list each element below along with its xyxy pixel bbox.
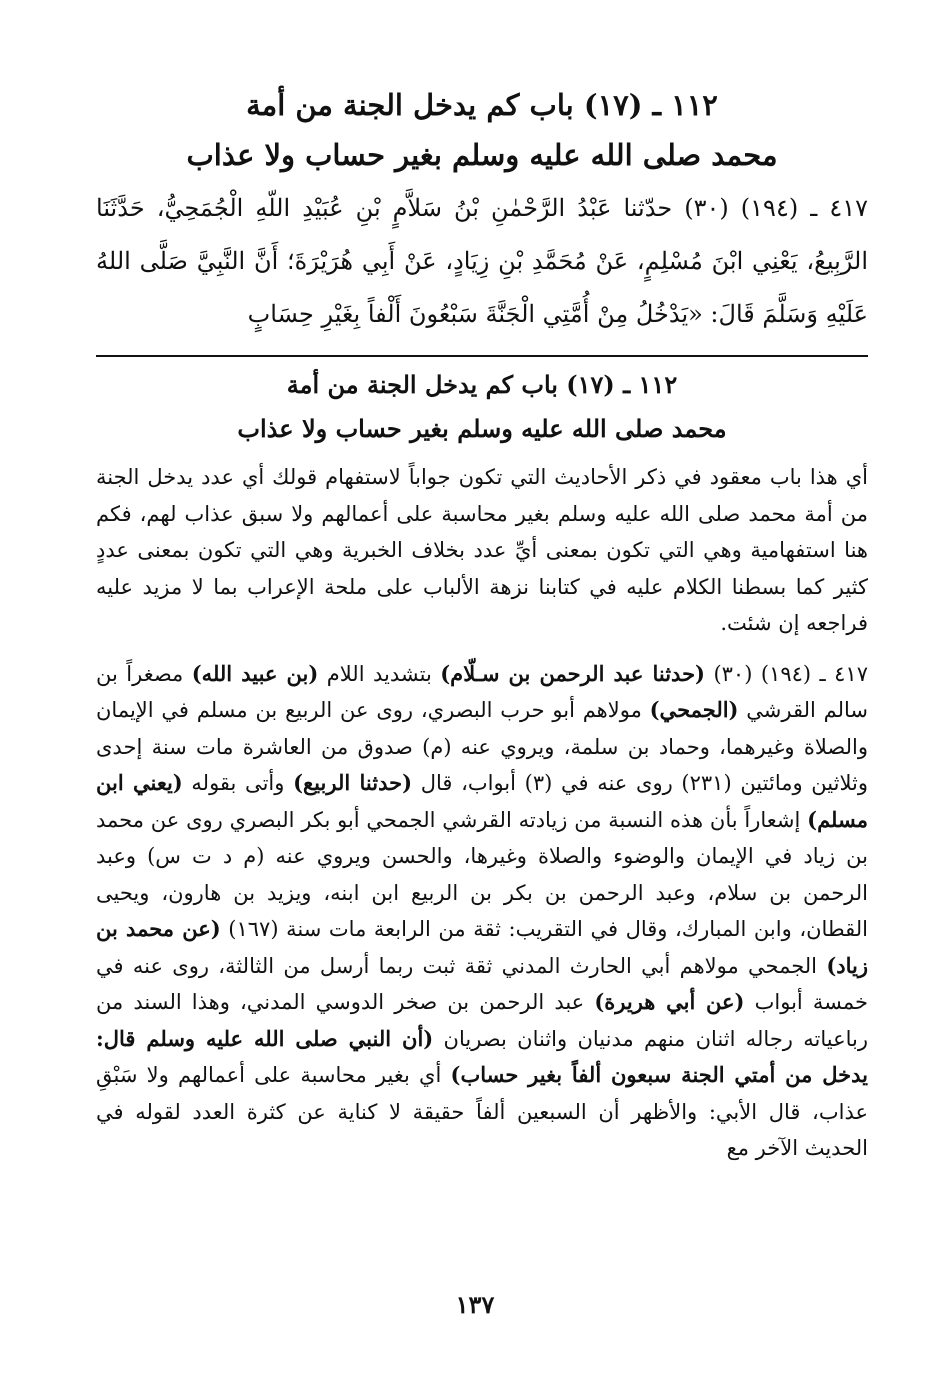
- commentary-text: عبد الرحمن بن صخر الدوسي المدني، وهذا السند من رباعياته رجاله اثنان منهم مدنيان واثنان بصريان: [96, 990, 869, 1051]
- page-number: ١٣٧: [455, 1290, 495, 1319]
- commentary-text: إشعاراً بأن هذه النسبة من زيادته القرشي الجمحي أبو بكر البصري روى عن محمد بن زياد في الإيمان والوضوء والصلاة وغيرها، والحسن ويروي عنه (م د ت س) وعبد الرحمن بن سلام، وعبد الرحمن بن بكر بن الربيع ابن ابنه، ويزيد بن هارون، ويحيى القطان، وابن المبارك، وقال في التقريب: ثقة من الرابعة مات سنة (١٦٧): [96, 807, 868, 941]
- hadith-text: ٤١٧ ـ (١٩٤) (٣٠) حدّثنا عَبْدُ الرَّحْمٰنِ بْنُ سَلاَّمٍ بْنِ عُبَيْدِ اللّهِ الْجُمَحِيُّ، حَدَّثَنَا الرَّبِيعُ، يَعْنِي ابْنَ مُسْلِمٍ، عَنْ مُحَمَّدِ بْنِ زِيَادٍ، عَنْ أَبِي هُرَيْرَةَ؛ أَنَّ النَّبِيَّ صَلَّى اللهُ عَلَيْهِ وَسَلَّمَ قَالَ: «يَدْخُلُ مِنْ أُمَّتِي الْجَنَّةَ سَبْعُونَ أَلْفاً بِغَيْرِ حِسَابٍ: [96, 194, 869, 328]
- commentary-heading-line1: ١١٢ ـ (١٧) باب كم يدخل الجنة من أمة: [286, 370, 678, 399]
- quoted-text: (يعني ابن مسلم): [96, 770, 868, 832]
- quoted-text: (بن عبيد الله): [191, 660, 319, 686]
- quoted-text: (عن أبي هريرة): [594, 989, 745, 1014]
- commentary-heading-line2: محمد صلى الله عليه وسلم بغير حساب ولا عذاب: [237, 414, 727, 443]
- quoted-text: (أن النبي صلى الله عليه وسلم قال: يدخل من أمتي الجنة سبعون ألفاً بغير حساب): [96, 1025, 868, 1087]
- commentary-text: الجمحي مولاهم أبي الحارث المدني ثقة ثبت ربما أرسل من الثالثة، روى عنه في خمسة أبواب: [96, 953, 868, 1014]
- sharh-section: [96, 363, 868, 1167]
- hadith-number: ٤١٧ ـ (١٩٤) (٣٠): [705, 661, 868, 686]
- chapter-heading-line1: ١١٢ ـ (١٧) باب كم يدخل الجنة من أمة: [246, 88, 718, 122]
- quoted-text: (عن محمد بن زياد): [96, 916, 868, 978]
- chapter-heading-line2: محمد صلى الله عليه وسلم بغير حساب ولا عذاب: [186, 138, 778, 172]
- commentary-text: بتشديد اللام: [318, 661, 441, 686]
- quoted-text: (الجمحي): [649, 697, 739, 722]
- commentary-paragraph-isnad: [96, 656, 868, 1167]
- commentary-text: مصغراً بن سالم القرشي: [96, 661, 868, 722]
- commentary-text: وأتى بقوله: [182, 771, 294, 795]
- commentary-text: أي بغير محاسبة على أعمالهم ولا سَبْقِ عذاب، قال الأبي: والأظهر أن السبعين ألفاً حقيقة لا كناية عن كثرة العدد لقوله في الحديث الآخر مع: [96, 1063, 868, 1160]
- quoted-text: (حدثنا الربيع): [293, 770, 413, 795]
- page-content: [96, 80, 868, 1370]
- separator-rule: [96, 355, 868, 357]
- commentary-text: مولاهم أبو حرب البصري، روى عن الربيع بن مسلم في الإيمان والصلاة وغيرهما، وحماد بن سلمة، ويروي عنه (م) صدوق من العاشرة مات سنة إحدى وثلاثين ومائتين (٢٣١) روى عنه في (٣) أبواب، قال: [96, 698, 868, 795]
- matn-section: [96, 80, 868, 341]
- quoted-text: (حدثنا عبد الرحمن بن سـلّام): [440, 660, 705, 686]
- commentary-paragraph-intro: أي هذا باب معقود في ذكر الأحاديث التي تكون جواباً لاستفهام قولك أي عدد يدخل الجنة من أمة محمد صلى الله عليه وسلم بغير محاسبة على أعمالهم ولا سبق عذاب لهم، فكم هنا استفهامية وهي التي تكون بمعنى أيِّ عدد بخلاف الخبرية وهي التي تكون بمعنى عددٍ كثير كما بسطنا الكلام عليه في كتابنا نزهة الألباب على ملحة الإعراب بما لا مزيد عليه فراجعه إن شئت.: [96, 465, 868, 635]
